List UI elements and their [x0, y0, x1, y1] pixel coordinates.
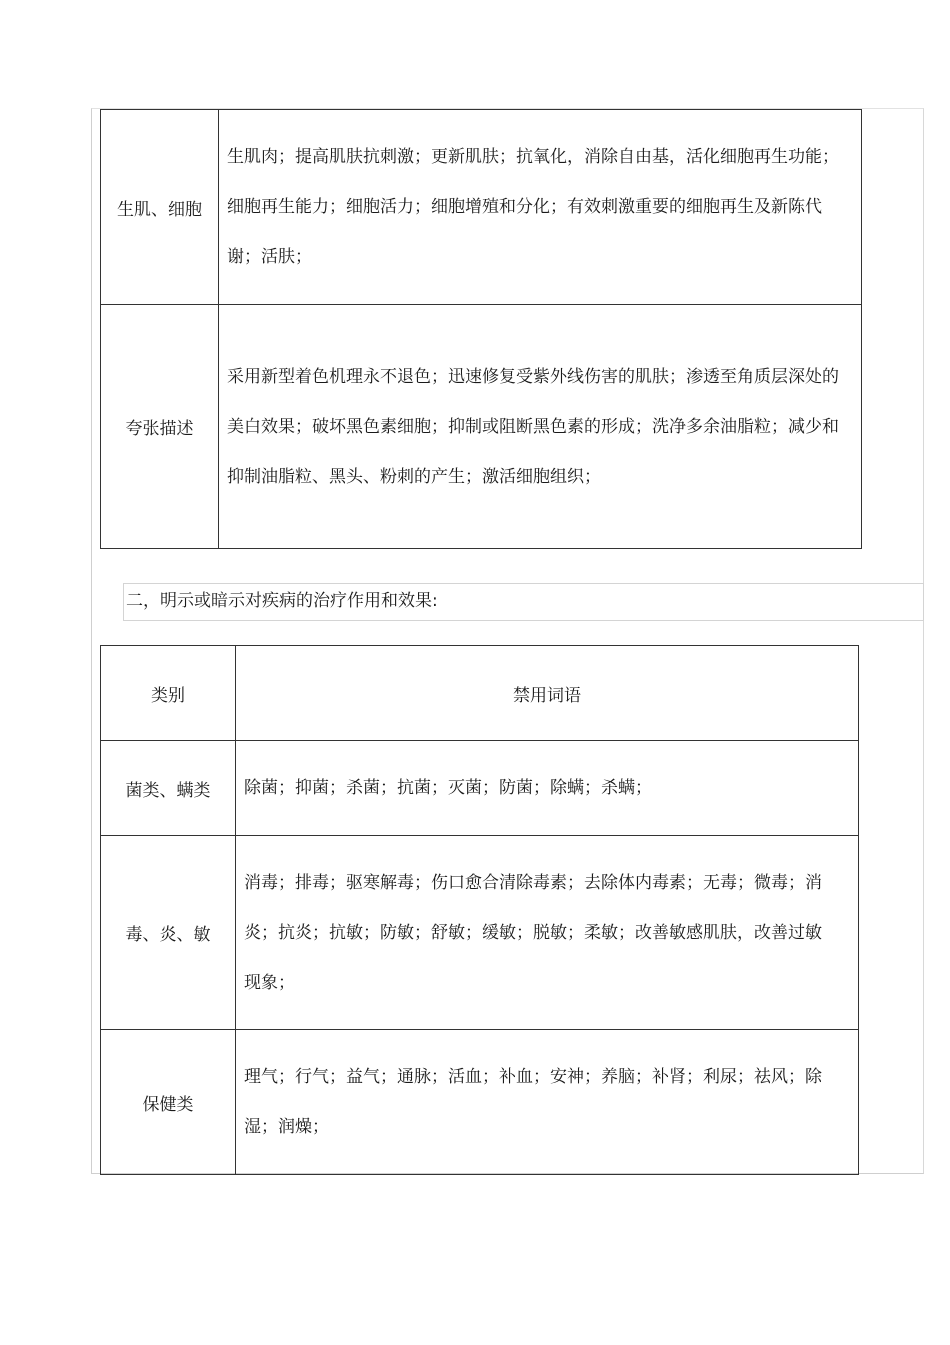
table-row: [101, 110, 862, 305]
table-header-row: [101, 646, 859, 741]
header-prohibited-words: 禁用词语: [236, 646, 859, 741]
table-row: [101, 1030, 859, 1175]
prohibited-terms-table-skin: [100, 109, 862, 549]
terms-cell: 采用新型着色机理永不退色；迅速修复受紫外线伤害的肌肤；渗透至角质层深处的美白效果；破坏黑色素细胞；抑制或阻断黑色素的形成；洗净多余油脂粒；减少和抑制油脂粒、黑头、粉刺的产生；激活细胞组织；: [219, 305, 862, 549]
prohibited-terms-table-disease: [100, 645, 859, 1175]
category-cell: 菌类、螨类: [101, 741, 236, 836]
table-row: [101, 836, 859, 1030]
table-row: [101, 305, 862, 549]
terms-cell: 生肌肉；提高肌肤抗刺激；更新肌肤；抗氧化，消除自由基，活化细胞再生功能；细胞再生能力；细胞活力；细胞增殖和分化；有效刺激重要的细胞再生及新陈代谢；活肤；: [219, 110, 862, 305]
category-cell: 保健类: [101, 1030, 236, 1175]
category-cell: 毒、炎、敏: [101, 836, 236, 1030]
section-heading: 二，明示或暗示对疾病的治疗作用和效果:: [123, 583, 924, 621]
category-cell: 生肌、细胞: [101, 110, 219, 305]
terms-cell: 理气；行气；益气；通脉；活血；补血；安神；养脑；补肾；利尿；祛风；除湿；润燥；: [236, 1030, 859, 1175]
terms-cell: 除菌；抑菌；杀菌；抗菌；灭菌；防菌；除螨；杀螨；: [236, 741, 859, 836]
terms-cell: 消毒；排毒；驱寒解毒；伤口愈合清除毒素；去除体内毒素；无毒；微毒；消炎；抗炎；抗敏；防敏；舒敏；缓敏；脱敏；柔敏；改善敏感肌肤，改善过敏现象；: [236, 836, 859, 1030]
header-category: 类别: [101, 646, 236, 741]
table-row: [101, 741, 859, 836]
category-cell: 夸张描述: [101, 305, 219, 549]
